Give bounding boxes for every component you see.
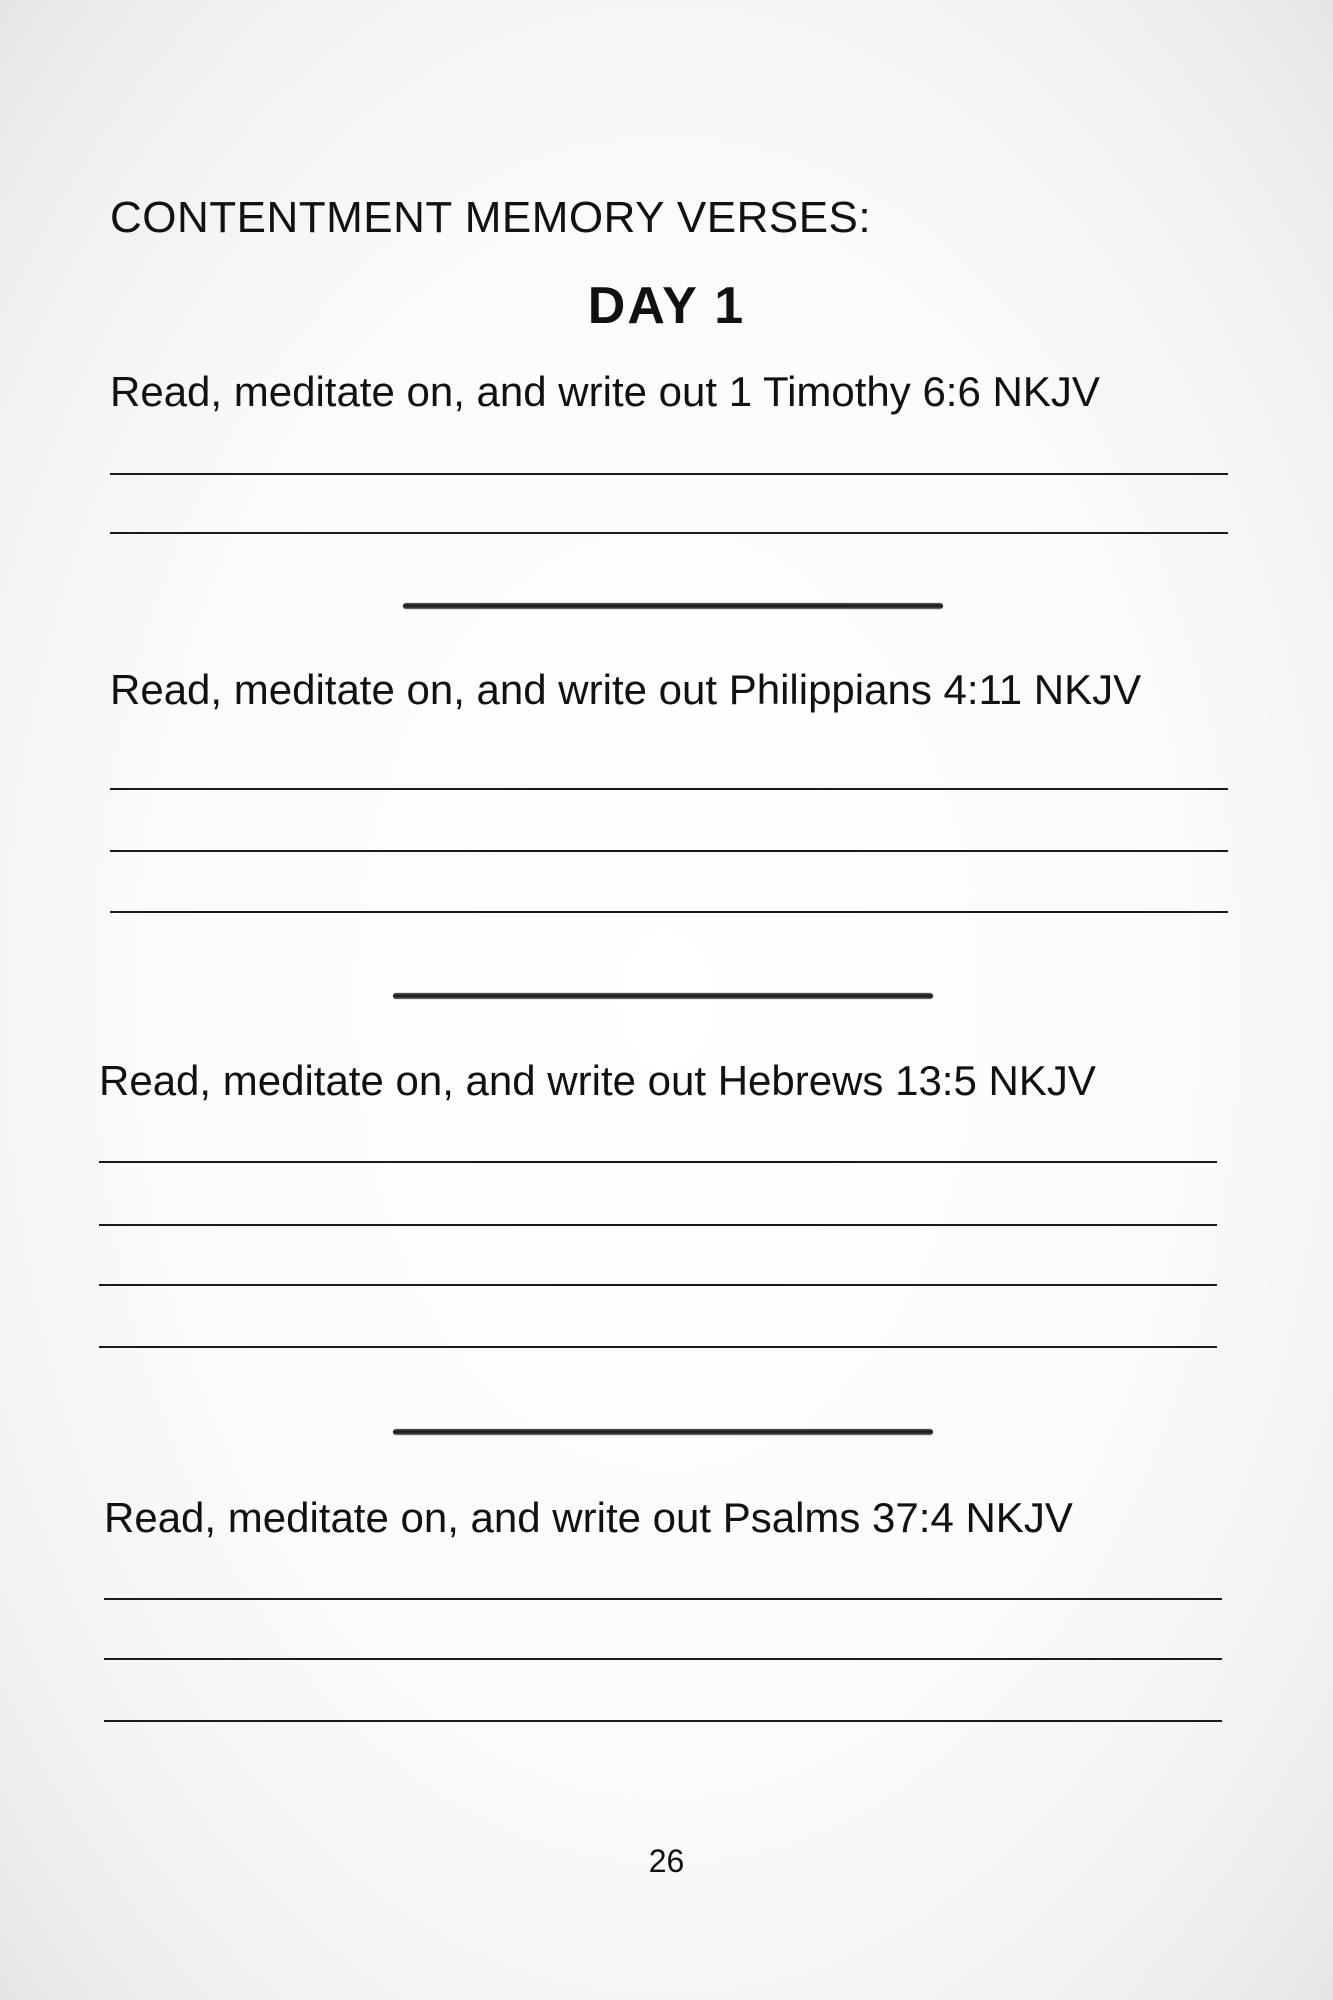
writing-line[interactable]: [110, 532, 1228, 534]
page-number: 26: [648, 1843, 685, 1879]
section-divider: [403, 603, 943, 609]
writing-line[interactable]: [110, 473, 1228, 475]
verse-prompt: Read, meditate on, and write out Philippians 4:11 NKJV: [110, 666, 1142, 713]
writing-line[interactable]: [99, 1224, 1217, 1226]
verse-prompt: Read, meditate on, and write out 1 Timothy 6:6 NKJV: [110, 368, 1100, 415]
day-title: DAY 1: [587, 277, 746, 335]
writing-line[interactable]: [104, 1598, 1222, 1600]
verse-prompt: Read, meditate on, and write out Hebrews 13:5 NKJV: [99, 1057, 1096, 1104]
writing-line[interactable]: [99, 1284, 1217, 1286]
section-divider: [393, 1429, 933, 1435]
writing-line[interactable]: [110, 788, 1228, 790]
writing-line[interactable]: [104, 1658, 1222, 1660]
writing-line[interactable]: [99, 1161, 1217, 1163]
writing-line[interactable]: [110, 850, 1228, 852]
verse-prompt: Read, meditate on, and write out Psalms 37:4 NKJV: [104, 1494, 1073, 1541]
section-divider: [393, 993, 933, 999]
writing-line[interactable]: [99, 1346, 1217, 1348]
writing-line[interactable]: [104, 1720, 1222, 1722]
page-heading: CONTENTMENT MEMORY VERSES:: [110, 193, 872, 242]
writing-line[interactable]: [110, 911, 1228, 913]
